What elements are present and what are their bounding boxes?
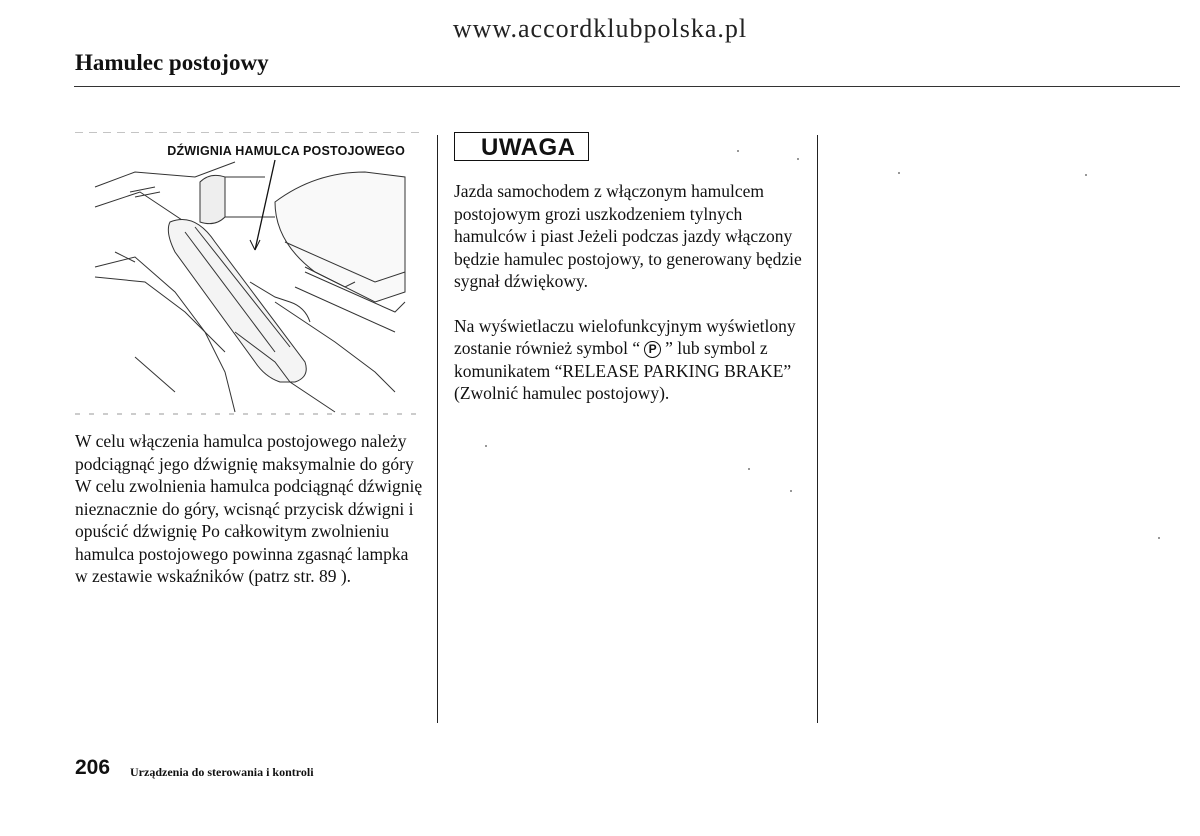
scan-speck — [1085, 174, 1087, 176]
scan-speck — [1158, 537, 1160, 539]
scan-speck — [790, 490, 792, 492]
warning-text — [454, 180, 804, 405]
left-column-text — [75, 430, 425, 588]
scan-speck — [748, 468, 750, 470]
warning-paragraph-2 — [454, 315, 804, 405]
parking-brake-illustration — [75, 132, 425, 422]
warning-title-box: UWAGA — [454, 132, 589, 161]
header-rule — [74, 86, 1180, 87]
warning-paragraph-2-end: ” lub symbol z komunikatem “RELEASE PARKING BRAKE” (Zwolnić hamulec postojowy). — [454, 338, 792, 403]
scan-speck — [485, 445, 487, 447]
scan-speck — [898, 172, 900, 174]
figure-label: DŹWIGNIA HAMULCA POSTOJOWEGO — [167, 144, 405, 158]
section-title: Hamulec postojowy — [75, 50, 269, 75]
brake-instructions-paragraph: W celu włączenia hamulca postojowego należy podciągnąć jego dźwignię maksymalnie do góry W celu zwolnienia hamulca podciągnąć dźwignię nieznacznie do góry, wcisnąć przycisk dźwigni i opuścić dźwignię Po całkowitym zwolnieniu hamulca postojowego powinna zgasnąć lampka w zestawie wskaźników (patrz str. 89 ). — [75, 431, 423, 586]
warning-paragraph-1: Jazda samochodem z włączonym hamulcem postojowym grozi uszkodzeniem tylnych hamulców i piast Jeżeli podczas jazdy włączony będzie hamulec postojowy, to generowany będzie sygnał dźwiękowy. — [454, 181, 802, 291]
warning-paragraph-2-start: Na wyświetlaczu wielofunkcyjnym wyświetlony zostanie również symbol “ — [454, 315, 796, 358]
column-divider-left — [437, 135, 438, 723]
page-number: 206 — [75, 756, 111, 779]
column-divider-right — [817, 135, 818, 723]
chapter-title: Urządzenia do sterowania i kontroli — [130, 765, 314, 779]
scan-speck — [737, 150, 739, 152]
parking-brake-figure — [75, 132, 425, 422]
parking-symbol-icon: P — [644, 341, 661, 358]
watermark-url: www.accordklubpolska.pl — [452, 14, 748, 43]
scan-speck — [797, 158, 799, 160]
